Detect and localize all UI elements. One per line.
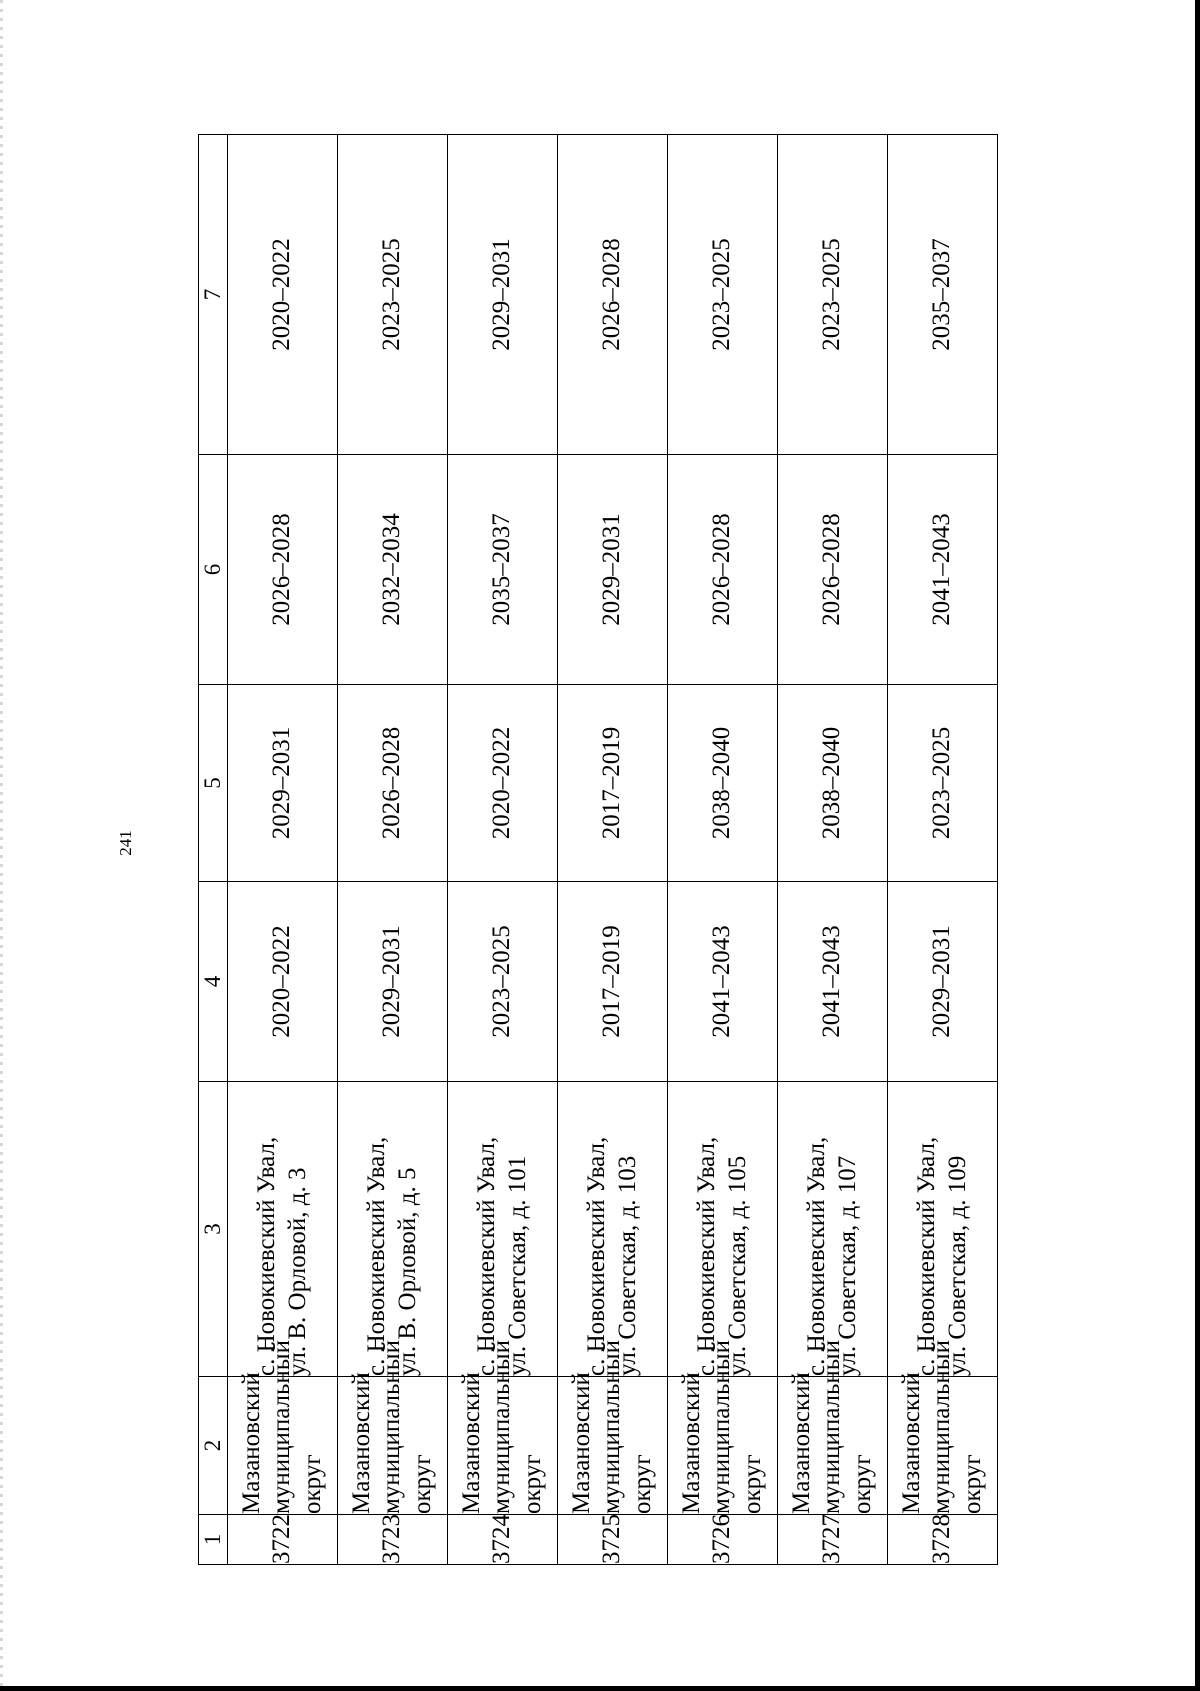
- row-district: [778, 1340, 888, 1515]
- district-line: округ: [848, 1454, 876, 1514]
- district-line: округ: [628, 1454, 656, 1514]
- row-col5: 2038–2040: [668, 685, 778, 882]
- page-border-bottom: [0, 1686, 1200, 1691]
- row-id: 3728: [888, 1515, 998, 1565]
- row-district: [558, 1340, 668, 1515]
- row-district: [448, 1340, 558, 1515]
- row-col7: 2023–2025: [778, 135, 888, 455]
- row-col6: 2026–2028: [668, 455, 778, 685]
- row-address: [888, 1082, 998, 1377]
- district-line: муниципальный: [818, 1340, 846, 1514]
- header-col-3: 3: [199, 1082, 228, 1377]
- district-line: Мазановский: [567, 1372, 595, 1514]
- table-body: [228, 135, 998, 1565]
- district-line: муниципальный: [598, 1340, 626, 1514]
- district-line: муниципальный: [488, 1340, 516, 1514]
- district-line: Мазановский: [457, 1372, 485, 1514]
- table-row: [338, 135, 448, 1565]
- row-col5: 2017–2019: [558, 685, 668, 882]
- address-line: с. Новокиевский Увал,: [583, 1136, 611, 1376]
- row-id: 3726: [668, 1515, 778, 1565]
- row-col5: 2026–2028: [338, 685, 448, 882]
- district-line: округ: [958, 1454, 986, 1514]
- district-line: округ: [518, 1454, 546, 1514]
- district-line: Мазановский: [237, 1372, 265, 1514]
- row-col4: 2017–2019: [558, 882, 668, 1082]
- address-line: ул. Советская, д. 105: [723, 1155, 751, 1376]
- row-col7: 2023–2025: [668, 135, 778, 455]
- address-line: ул. Советская, д. 107: [833, 1155, 861, 1376]
- row-col4: 2041–2043: [668, 882, 778, 1082]
- row-address: [448, 1082, 558, 1377]
- address-line: ул. Советская, д. 101: [503, 1155, 531, 1376]
- row-col6: 2032–2034: [338, 455, 448, 685]
- row-col4: 2023–2025: [448, 882, 558, 1082]
- row-col6: 2026–2028: [778, 455, 888, 685]
- header-row: [199, 135, 228, 1565]
- row-address: [668, 1082, 778, 1377]
- row-col5: 2023–2025: [888, 685, 998, 882]
- page-border-right: [1195, 0, 1200, 1691]
- district-line: Мазановский: [347, 1372, 375, 1514]
- row-id: 3725: [558, 1515, 668, 1565]
- row-address: [228, 1082, 338, 1377]
- row-col5: 2029–2031: [228, 685, 338, 882]
- header-col-5: 5: [199, 685, 228, 882]
- district-line: округ: [408, 1454, 436, 1514]
- page-number: 241: [116, 830, 135, 856]
- address-line: с. Новокиевский Увал,: [473, 1136, 501, 1376]
- row-col7: 2026–2028: [558, 135, 668, 455]
- row-id: 3723: [338, 1515, 448, 1565]
- address-line: ул. Советская, д. 109: [943, 1155, 971, 1376]
- header-col-4: 4: [199, 882, 228, 1082]
- address-line: с. Новокиевский Увал,: [363, 1136, 391, 1376]
- district-line: муниципальный: [708, 1340, 736, 1514]
- address-line: с. Новокиевский Увал,: [803, 1136, 831, 1376]
- header-col-7: 7: [199, 135, 228, 455]
- district-line: Мазановский: [787, 1372, 815, 1514]
- row-id: 3722: [228, 1515, 338, 1565]
- row-col5: 2038–2040: [778, 685, 888, 882]
- row-col6: 2029–2031: [558, 455, 668, 685]
- row-id: 3727: [778, 1515, 888, 1565]
- address-line: с. Новокиевский Увал,: [913, 1136, 941, 1376]
- row-col4: 2029–2031: [338, 882, 448, 1082]
- table-row: [778, 135, 888, 1565]
- table-row: [448, 135, 558, 1565]
- row-address: [778, 1082, 888, 1377]
- address-line: с. Новокиевский Увал,: [253, 1136, 281, 1376]
- row-col4: 2020–2022: [228, 882, 338, 1082]
- row-col7: 2023–2025: [338, 135, 448, 455]
- district-line: округ: [738, 1454, 766, 1514]
- row-address: [338, 1082, 448, 1377]
- district-line: Мазановский: [677, 1372, 705, 1514]
- address-line: ул. В. Орловой, д. 3: [283, 1167, 311, 1376]
- district-line: округ: [298, 1454, 326, 1514]
- table-row: [558, 135, 668, 1565]
- table-row: [888, 135, 998, 1565]
- table-rotated-wrapper: [198, 135, 998, 1565]
- row-address: [558, 1082, 668, 1377]
- row-district: [338, 1340, 448, 1515]
- header-col-1: 1: [199, 1515, 228, 1565]
- row-district: [668, 1340, 778, 1515]
- row-col4: 2029–2031: [888, 882, 998, 1082]
- address-line: ул. Советская, д. 103: [613, 1155, 641, 1376]
- district-line: муниципальный: [928, 1340, 956, 1514]
- row-col6: 2041–2043: [888, 455, 998, 685]
- row-col7: 2020–2022: [228, 135, 338, 455]
- row-col5: 2020–2022: [448, 685, 558, 882]
- header-col-6: 6: [199, 455, 228, 685]
- district-line: Мазановский: [897, 1372, 925, 1514]
- row-col6: 2035–2037: [448, 455, 558, 685]
- district-line: муниципальный: [268, 1340, 296, 1514]
- row-col7: 2035–2037: [888, 135, 998, 455]
- registry-table: [198, 134, 998, 1565]
- row-district: [888, 1340, 998, 1515]
- row-id: 3724: [448, 1515, 558, 1565]
- row-col4: 2041–2043: [778, 882, 888, 1082]
- address-line: с. Новокиевский Увал,: [693, 1136, 721, 1376]
- header-col-2: 2: [199, 1377, 228, 1515]
- scan-edge: [0, 0, 3, 1691]
- district-line: муниципальный: [378, 1340, 406, 1514]
- row-district: [228, 1340, 338, 1515]
- row-col7: 2029–2031: [448, 135, 558, 455]
- table-row: [668, 135, 778, 1565]
- row-col6: 2026–2028: [228, 455, 338, 685]
- table-row: [228, 135, 338, 1565]
- address-line: ул. В. Орловой, д. 5: [393, 1167, 421, 1376]
